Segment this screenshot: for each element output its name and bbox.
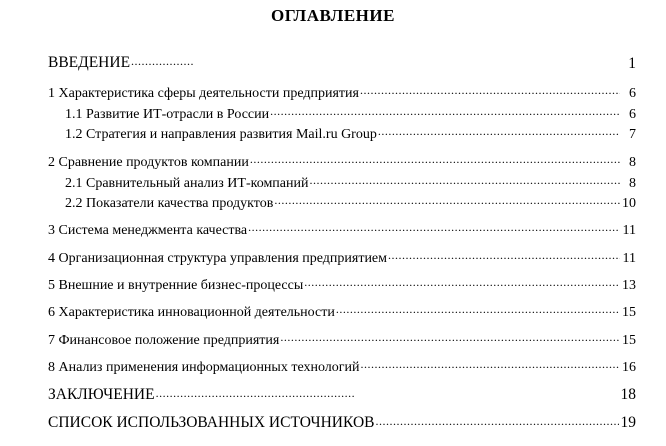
- toc-entry-title: 5 Внешние и внутренние бизнес-процессы: [48, 278, 304, 293]
- toc-leader-dots: [360, 84, 620, 98]
- toc-entry-section-4: [48, 245, 636, 267]
- toc-entry-title: 2 Сравнение продуктов компании: [48, 155, 249, 170]
- toc-entry-section-1: [48, 80, 636, 102]
- toc-entry-title: 7 Финансовое положение предприятия: [48, 333, 280, 348]
- toc-leader-dots: [270, 105, 620, 119]
- toc-entry-introduction: [48, 50, 196, 72]
- toc-entry-title: 2.1 Сравнительный анализ ИТ-компаний: [65, 176, 309, 191]
- toc-entry-title: 8 Анализ применения информационных технологий: [48, 360, 360, 375]
- toc-entry-page: 8: [629, 155, 636, 170]
- toc-entry-page: 13: [622, 278, 636, 293]
- toc-entry-page: 10: [622, 196, 636, 211]
- toc-entry-title: 2.2 Показатели качества продуктов: [65, 196, 274, 211]
- toc-entry-conclusion: [48, 382, 356, 404]
- toc-leader-dots: [388, 249, 620, 263]
- toc-entry-section-5: [48, 272, 636, 294]
- toc-leader-dots: [250, 153, 620, 167]
- toc-entry-section-2-2: [65, 190, 636, 212]
- toc-entry-title: 3 Система менеджмента качества: [48, 223, 248, 238]
- toc-entry-page: 15: [622, 333, 636, 348]
- toc-entry-section-2-1: [65, 170, 636, 192]
- toc-leader-dots: [156, 385, 354, 401]
- toc-entry-page: 11: [622, 223, 636, 238]
- toc-entry-page: 16: [622, 360, 636, 375]
- toc-leader-dots: [280, 331, 620, 345]
- toc-leader-dots: [248, 221, 620, 235]
- toc-leader-dots: [375, 413, 618, 429]
- toc-entry-page: 11: [622, 251, 636, 266]
- toc-leader-dots: [361, 358, 621, 372]
- toc-entry-page: 6: [629, 107, 636, 122]
- toc-leader-dots: [309, 174, 620, 188]
- toc-leader-dots: [378, 125, 620, 139]
- toc-entry-page: 7: [629, 127, 636, 142]
- toc-entry-title: ВВЕДЕНИЕ: [48, 54, 131, 71]
- toc-entry-page: 19: [620, 414, 636, 431]
- toc-entry-section-1-1: [65, 101, 636, 123]
- toc-entry-page: 18: [620, 386, 636, 403]
- toc-leader-dots: [304, 276, 620, 290]
- toc-entry-section-1-2: [65, 121, 636, 143]
- toc-entry-page: 1: [628, 55, 636, 72]
- toc-entry-title: 4 Организационная структура управления предприятием: [48, 251, 388, 266]
- toc-entry-section-2: [48, 149, 636, 171]
- toc-leader-dots: [336, 303, 620, 317]
- toc-entry-title: 1.2 Стратегия и направления развития Mail.ru Group: [65, 127, 377, 142]
- toc-leader-dots: [131, 53, 194, 69]
- toc-entry-title: ЗАКЛЮЧЕНИЕ: [48, 386, 155, 403]
- toc-heading: ОГЛАВЛЕНИЕ: [271, 6, 395, 25]
- toc-entry-title: 1 Характеристика сферы деятельности предприятия: [48, 86, 359, 101]
- toc-entry-section-6: [48, 299, 636, 321]
- toc-entry-page: 8: [629, 176, 636, 191]
- toc-entry-title: СПИСОК ИСПОЛЬЗОВАННЫХ ИСТОЧНИКОВ: [48, 414, 375, 431]
- toc-entry-section-3: [48, 217, 636, 239]
- toc-entry-section-7: [48, 327, 636, 349]
- toc-entry-page: 15: [622, 305, 636, 320]
- toc-entry-section-8: [48, 354, 636, 376]
- toc-entry-title: 1.1 Развитие ИТ-отрасли в России: [65, 107, 270, 122]
- toc-leader-dots: [274, 194, 620, 208]
- toc-entry-title: 6 Характеристика инновационной деятельности: [48, 305, 335, 320]
- toc-entry-page: 6: [629, 86, 636, 101]
- toc-entry-references: [48, 410, 636, 432]
